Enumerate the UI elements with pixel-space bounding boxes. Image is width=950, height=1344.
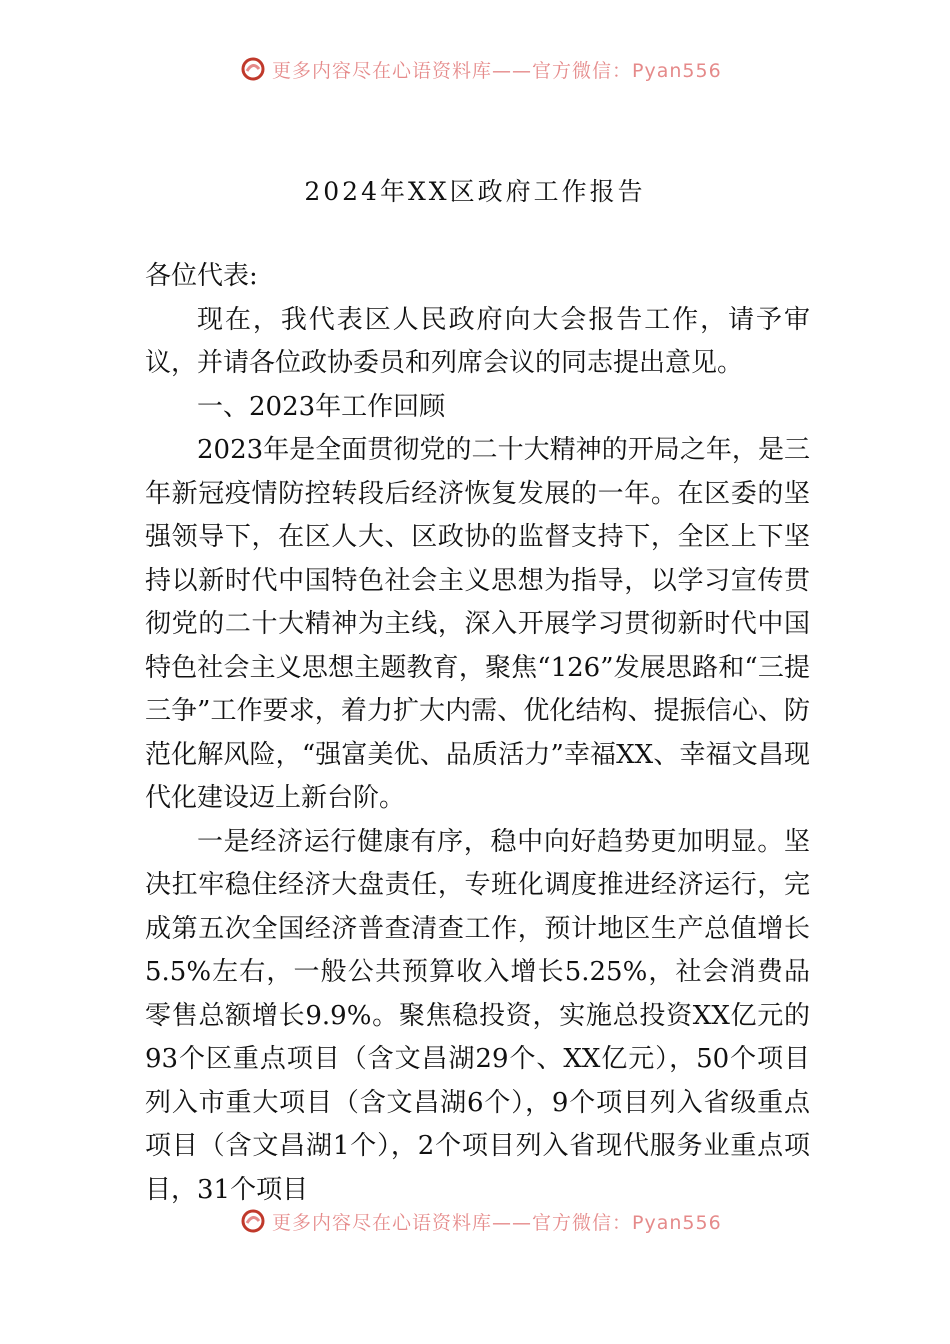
watermark-footer: [240, 1206, 722, 1236]
document-title: 2024年XX区政府工作报告: [304, 177, 646, 206]
paragraph-economy: 一是经济运行健康有序，稳中向好趋势更加明显。坚决扛牢稳住经济大盘责任，专班化调度推进经济运行，完成第五次全国经济普查清查工作，预计地区生产总值增长5.5%左右，一般公共预算收入增长5.25%，社会消费品零售总额增长9.9%。聚焦稳投资，实施总投资XX亿元的93个区重点项目（含文昌湖29个、XX亿元），50个项目列入市重大项目（含文昌湖6个），9个项目列入省级重点项目（含文昌湖1个），2个项目列入省现代服务业重点项目，31个项目: [145, 826, 810, 1205]
document-body: [145, 255, 810, 1212]
paragraph-overview: 2023年是全面贯彻党的二十大精神的开局之年，是三年新冠疫情防控转段后经济恢复发展的一年。在区委的坚强领导下，在区人大、区政协的监督支持下，全区上下坚持以新时代中国特色社会主义思想为指导，以学习宣传贯彻党的二十大精神为主线，深入开展学习贯彻新时代中国特色社会主义思想主题教育，聚焦“126”发展思路和“三提三争”工作要求，着力扩大内需、优化结构、提振信心、防范化解风险，“强富美优、品质活力”幸福XX、幸福文昌现代化建设迈上新台阶。: [145, 435, 810, 813]
paragraph-intro: 现在，我代表区人民政府向大会报告工作，请予审议，并请各位政协委员和列席会议的同志提出意见。: [145, 304, 810, 378]
section-heading: 一、2023年工作回顾: [197, 391, 446, 422]
publisher-logo-icon: [240, 56, 266, 82]
salutation: 各位代表:: [145, 261, 258, 291]
watermark-header: [240, 54, 722, 84]
publisher-logo-icon: [240, 1208, 266, 1234]
watermark-text: 更多内容尽在心语资料库——官方微信：Pyan556: [272, 59, 722, 82]
watermark-text: 更多内容尽在心语资料库——官方微信：Pyan556: [272, 1211, 722, 1234]
